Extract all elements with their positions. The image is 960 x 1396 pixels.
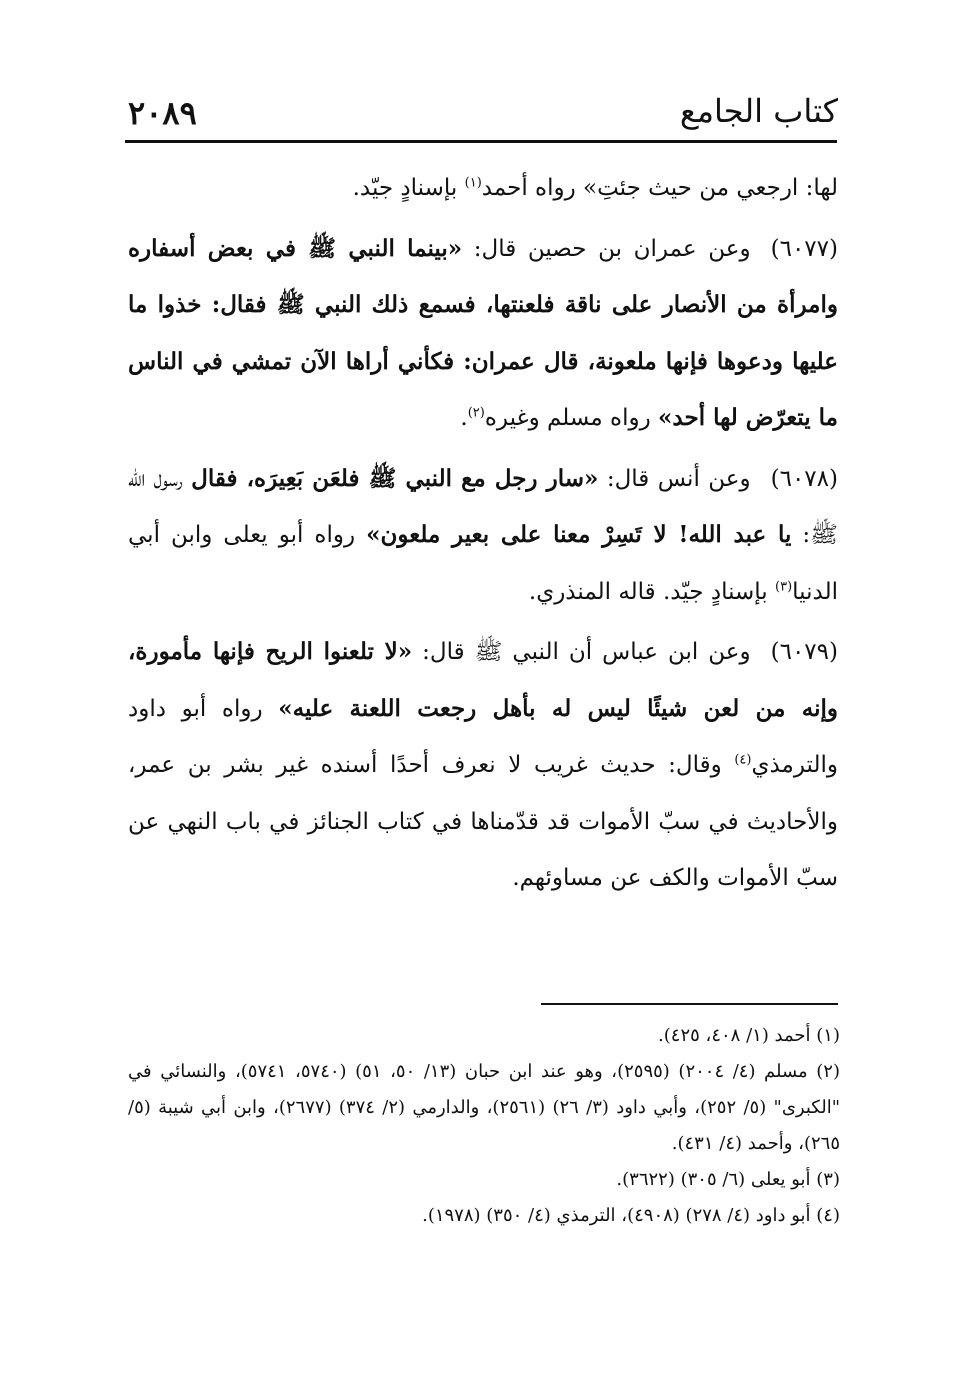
footnote-rule: [541, 1003, 838, 1005]
hadith-6079: [128, 624, 838, 907]
hadith-mid: رسول الله ﷺ:: [128, 465, 838, 548]
hadith-6078: [128, 451, 838, 621]
hadith-quote: «لا تلعنوا الريح فإنها مأمورة، وإنه من لعن شيئًا ليس له بأهل رجعت اللعنة عليه»: [128, 638, 838, 722]
page-number: ٢٠٨٩: [128, 94, 197, 132]
footnote-ref: (٤): [734, 752, 752, 768]
footnote-3: (٣) أبو يعلى (٦/ ٣٠٥) (٣٦٢٢).: [616, 1169, 840, 1190]
hadith-number: (٦٠٧٨): [770, 465, 838, 492]
footnote-2: (٢) مسلم (٤/ ٢٠٠٤) (٢٥٩٥)، وهو عند ابن حبان (١٣/ ٥٠، ٥١) (٥٧٤٠، ٥٧٤١)، والنسائي في "الكبرى" (٥/ ٢٥٢)، وأبي داود (٣/ ٢٦) (٢٥٦١)، والدارمي (٢/ ٣٧٤) (٢٦٧٧)، وابن أبي شيبة (٥/ ٢٦٥)، وأحمد (٤/ ٤٣١).: [128, 1061, 840, 1154]
hadith-number: (٦٠٧٧): [770, 235, 838, 262]
main-text: [128, 160, 838, 911]
footnote-ref: (١): [464, 175, 482, 191]
footnote-4: (٤) أبو داود (٤/ ٢٧٨) (٤٩٠٨)، الترمذي (٤/ ٣٥٠) (١٩٧٨).: [422, 1205, 840, 1226]
paragraph-text: بإسنادٍ جيّد.: [352, 175, 465, 201]
footnote-ref: (٣): [775, 578, 793, 594]
header-rule: [125, 140, 837, 143]
hadith-end: بإسنادٍ جيّد. قاله المنذري.: [528, 578, 776, 605]
hadith-source: رواه أبو داود والترمذي: [128, 695, 838, 778]
hadith-quote: «بينما النبي ﷺ في بعض أسفاره وامرأة من الأنصار على ناقة فلعنتها، فسمع ذلك النبي ﷺ فقال: خذوا ما عليها ودعوها فإنها ملعونة، قال عمران: فكأني أراها الآن تمشي في الناس ما يتعرّض لها أحد»: [128, 234, 838, 431]
hadith-intro: وعن ابن عباس أن النبي ﷺ قال:: [412, 639, 751, 665]
hadith-quote: «سار رجل مع النبي ﷺ فلعَن بَعِيرَه، فقال: [191, 464, 599, 492]
hadith-6077: [128, 221, 838, 447]
footnote-1: (١) أحمد (١/ ٤٠٨، ٤٢٥).: [658, 1025, 840, 1046]
hadith-end: .: [460, 405, 468, 431]
hadith-intro: وعن عمران بن حصين قال:: [462, 235, 751, 262]
hadith-source: رواه أبو يعلى وابن أبي الدنيا: [128, 522, 838, 605]
page-header: [128, 92, 838, 136]
paragraph-continuation: [128, 160, 838, 217]
hadith-end: وقال: حديث غريب لا نعرف أحدًا أسنده غير بشر بن عمر، والأحاديث في سبّ الأموات قد قدّمناها في كتاب الجنائز في باب النهي عن سبّ الأموات والكف عن مساوئهم.: [128, 752, 838, 891]
hadith-quote: يا عبد الله! لا تَسِرْ معنا على بعير ملعون»: [366, 521, 792, 548]
book-title: كتاب الجامع: [679, 92, 838, 130]
hadith-source: رواه مسلم وغيره: [484, 405, 659, 431]
paragraph-text: لها: ارجعي من حيث جئتِ» رواه أحمد: [481, 175, 838, 201]
footnote-ref: (٢): [467, 405, 485, 421]
footnotes: [128, 1018, 840, 1234]
hadith-number: (٦٠٧٩): [770, 639, 838, 665]
hadith-intro: وعن أنس قال:: [598, 465, 751, 492]
